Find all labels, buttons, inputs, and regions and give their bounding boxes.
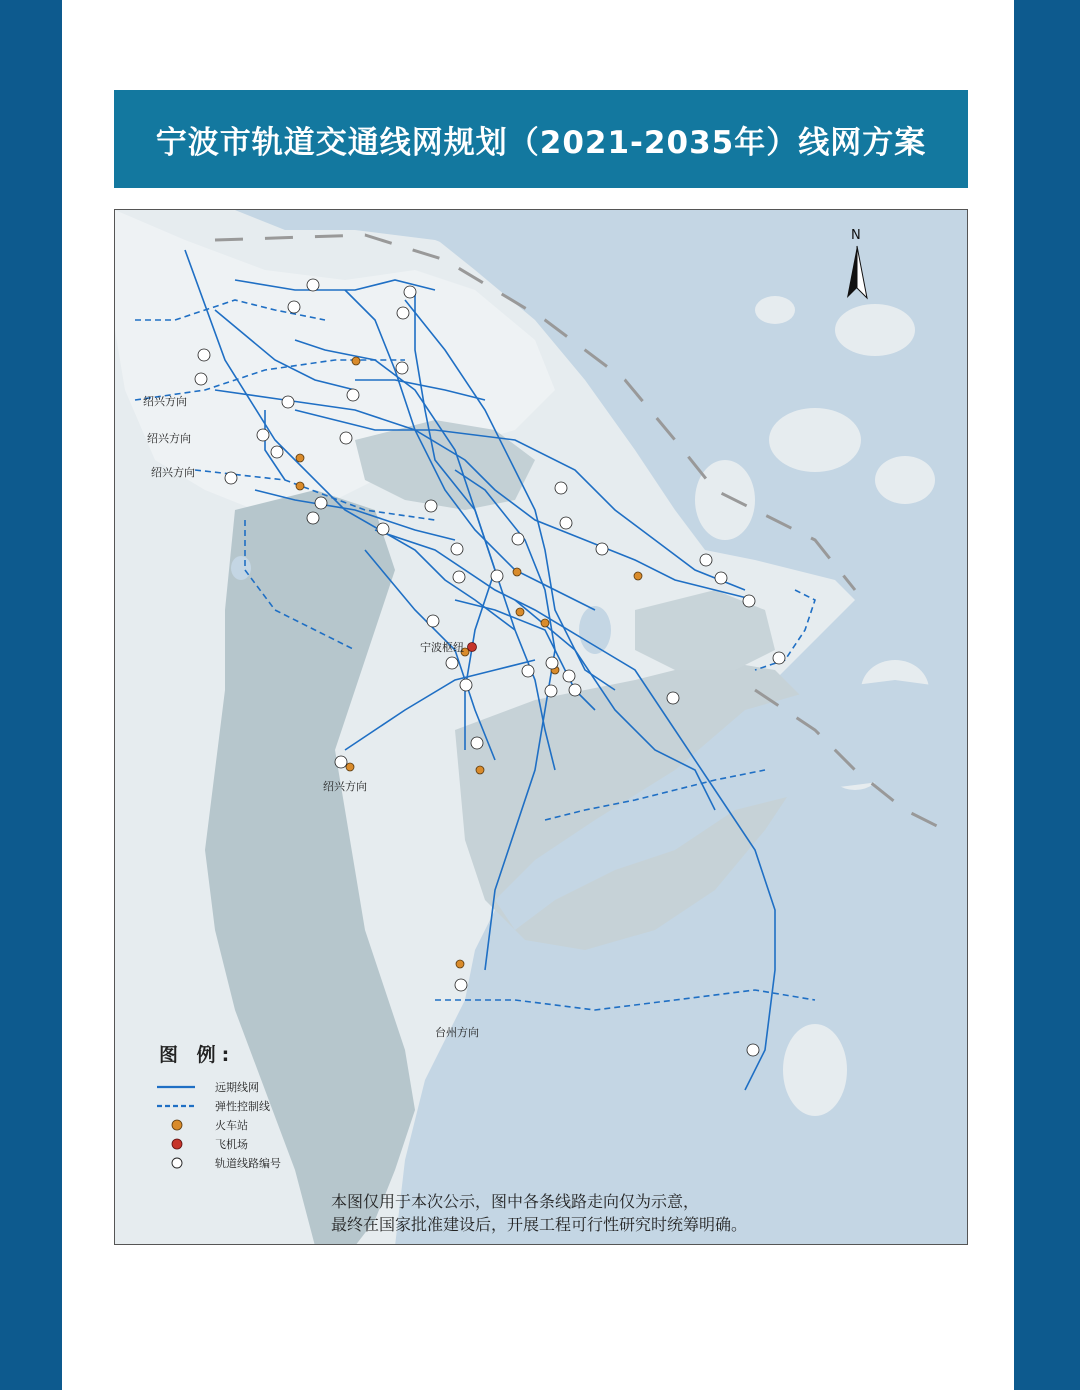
label-shaoxing-1: 绍兴方向 bbox=[143, 395, 187, 408]
disclaimer bbox=[331, 1190, 891, 1236]
label-taizhou: 台州方向 bbox=[435, 1026, 479, 1039]
disclaimer-line-1: 本图仅用于本次公示，图中各条线路走向仅为示意， bbox=[331, 1192, 700, 1211]
legend-label: 飞机场 bbox=[215, 1138, 248, 1151]
left-border-bar bbox=[0, 0, 62, 1390]
solid-line-icon bbox=[155, 1078, 195, 1096]
reservoir bbox=[231, 556, 251, 580]
legend-item-line-number bbox=[155, 1154, 355, 1172]
label-shaoxing-4: 绍兴方向 bbox=[323, 780, 367, 793]
map-title: 宁波市轨道交通线网规划（2021-2035年）线网方案 bbox=[155, 124, 927, 161]
airport-icon bbox=[468, 643, 477, 652]
train-station-icon bbox=[155, 1116, 195, 1134]
label-ningbo-hub: 宁波枢纽 bbox=[420, 641, 464, 654]
island-7 bbox=[783, 1024, 847, 1116]
disclaimer-line-2: 最终在国家批准建设后，开展工程可行性研究时统筹明确。 bbox=[331, 1215, 748, 1234]
right-border-bar bbox=[1014, 0, 1080, 1390]
legend-title: 图 例: bbox=[159, 1044, 236, 1066]
title-banner bbox=[114, 90, 968, 188]
legend-item-train-station bbox=[155, 1116, 355, 1134]
airplane-icon bbox=[155, 1135, 195, 1153]
line-number-circle-icon bbox=[155, 1154, 195, 1172]
label-shaoxing-2: 绍兴方向 bbox=[147, 432, 191, 445]
island-3 bbox=[695, 460, 755, 540]
legend-label: 弹性控制线 bbox=[215, 1100, 270, 1113]
legend-item-long-term bbox=[155, 1078, 355, 1096]
label-shaoxing-3: 绍兴方向 bbox=[151, 466, 195, 479]
legend-label: 轨道线路编号 bbox=[215, 1157, 281, 1170]
map-frame bbox=[114, 209, 968, 1245]
island-8 bbox=[755, 296, 795, 324]
legend bbox=[155, 1040, 355, 1170]
island-4 bbox=[875, 456, 935, 504]
legend-item-airport bbox=[155, 1135, 355, 1153]
legend-label: 远期线网 bbox=[215, 1081, 259, 1094]
island-2 bbox=[769, 408, 861, 472]
dashed-line-icon bbox=[155, 1097, 195, 1115]
north-label: N bbox=[851, 228, 861, 243]
legend-item-flexible bbox=[155, 1097, 355, 1115]
legend-label: 火车站 bbox=[215, 1119, 248, 1132]
north-arrow bbox=[839, 228, 879, 298]
north-arrow-icon bbox=[839, 242, 879, 312]
